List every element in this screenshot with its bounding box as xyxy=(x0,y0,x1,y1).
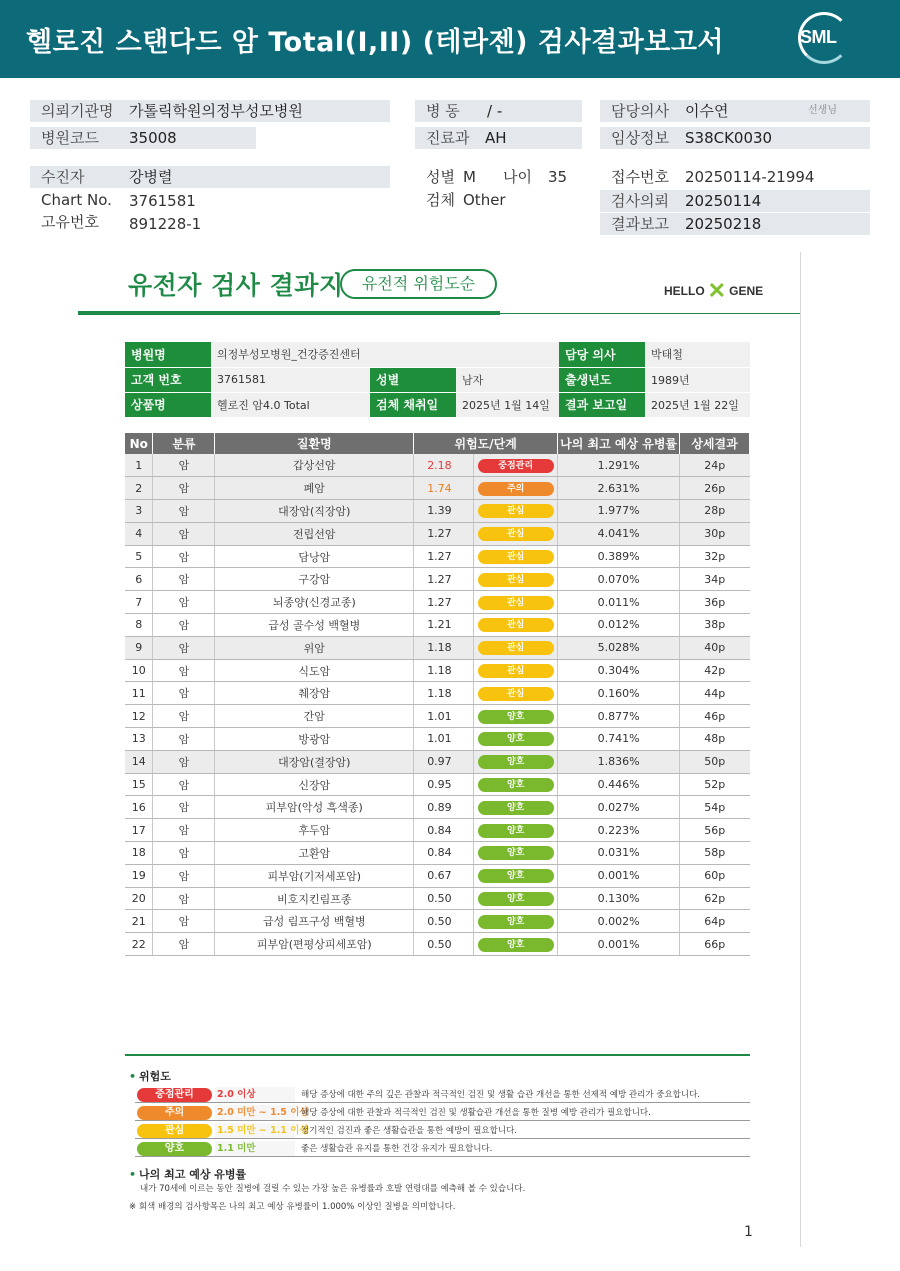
row-risk-score: 1.39 xyxy=(414,500,474,523)
info-key: 담당 의사 xyxy=(559,342,645,367)
doctor-suffix: 선생님 xyxy=(808,105,837,116)
row-risk-level xyxy=(474,705,558,728)
legend-description: 정기적인 검진과 좋은 생활습관을 통한 예방이 필요합니다. xyxy=(301,1126,517,1136)
row-prevalence: 0.304% xyxy=(558,659,680,682)
row-disease: 갑상선암 xyxy=(215,454,414,477)
row-risk-level xyxy=(474,773,558,796)
row-no: 13 xyxy=(125,728,153,751)
row-prevalence: 0.877% xyxy=(558,705,680,728)
risk-level-badge: 양호 xyxy=(478,778,554,792)
page-number: 1 xyxy=(744,1224,753,1240)
unique-id-value: 891228-1 xyxy=(129,215,202,233)
legend-level-pill: 주의 xyxy=(137,1106,212,1120)
row-no: 20 xyxy=(125,887,153,910)
ward-field xyxy=(415,100,582,122)
legend-range: 1.1 미만 xyxy=(215,1141,295,1156)
ward-value: / - xyxy=(487,102,503,120)
row-detail-page: 32p xyxy=(680,545,750,568)
col-header-prevalence: 나의 최고 예상 유병률 xyxy=(558,433,680,454)
row-no: 18 xyxy=(125,842,153,865)
row-category: 암 xyxy=(153,477,215,500)
legend-range: 2.0 미만 ~ 1.5 이상 xyxy=(217,1107,309,1118)
row-no: 9 xyxy=(125,636,153,659)
col-header-category: 분류 xyxy=(153,433,215,454)
age-value: 35 xyxy=(548,168,568,186)
row-prevalence: 0.223% xyxy=(558,819,680,842)
row-prevalence: 1.977% xyxy=(558,500,680,523)
row-detail-page: 46p xyxy=(680,705,750,728)
row-category: 암 xyxy=(153,682,215,705)
row-disease: 방광암 xyxy=(215,728,414,751)
row-risk-level xyxy=(474,682,558,705)
receipt-label: 접수번호 xyxy=(611,168,669,186)
table-row xyxy=(125,477,750,500)
row-no: 2 xyxy=(125,477,153,500)
prevalence-title: • 나의 최고 예상 유병률 xyxy=(129,1168,247,1181)
row-risk-level xyxy=(474,568,558,591)
row-category: 암 xyxy=(153,636,215,659)
row-category: 암 xyxy=(153,522,215,545)
row-detail-page: 60p xyxy=(680,864,750,887)
info-key: 성별 xyxy=(370,367,456,392)
row-prevalence: 0.001% xyxy=(558,933,680,956)
risk-level-badge: 관심 xyxy=(478,596,554,610)
request-value: 20250114 xyxy=(685,192,762,210)
row-risk-level xyxy=(474,728,558,751)
row-risk-score: 1.18 xyxy=(414,682,474,705)
row-risk-level xyxy=(474,933,558,956)
table-row xyxy=(125,545,750,568)
row-risk-level xyxy=(474,819,558,842)
risk-results-table xyxy=(125,433,750,956)
row-disease: 대장암(직장암) xyxy=(215,500,414,523)
row-detail-page: 36p xyxy=(680,591,750,614)
table-row xyxy=(125,864,750,887)
row-no: 1 xyxy=(125,454,153,477)
specimen-label: 검체 xyxy=(426,191,455,209)
table-row xyxy=(125,887,750,910)
row-category: 암 xyxy=(153,545,215,568)
row-detail-page: 44p xyxy=(680,682,750,705)
risk-level-badge: 중점관리 xyxy=(478,459,554,473)
page-divider xyxy=(800,252,801,1247)
col-header-detail: 상세결과 xyxy=(680,433,750,454)
row-disease: 위암 xyxy=(215,636,414,659)
clinical-info-label: 임상정보 xyxy=(611,129,669,147)
unique-id-label: 고유번호 xyxy=(41,213,99,231)
row-detail-page: 58p xyxy=(680,842,750,865)
row-no: 7 xyxy=(125,591,153,614)
row-disease: 대장암(결장암) xyxy=(215,750,414,773)
row-risk-level xyxy=(474,454,558,477)
row-prevalence: 0.741% xyxy=(558,728,680,751)
result-report-value: 20250218 xyxy=(685,215,762,233)
risk-level-badge: 주의 xyxy=(478,482,554,496)
row-disease: 급성 골수성 백혈병 xyxy=(215,614,414,637)
info-key: 검체 채취일 xyxy=(370,392,456,417)
col-header-risk: 위험도/단계 xyxy=(414,433,558,454)
row-risk-score: 0.97 xyxy=(414,750,474,773)
row-risk-score: 1.27 xyxy=(414,568,474,591)
row-disease: 고환암 xyxy=(215,842,414,865)
row-no: 21 xyxy=(125,910,153,933)
row-no: 15 xyxy=(125,773,153,796)
hospital-code-field xyxy=(30,127,256,149)
chart-no-label: Chart No. xyxy=(41,191,112,209)
info-key: 출생년도 xyxy=(559,367,645,392)
row-detail-page: 50p xyxy=(680,750,750,773)
info-value: 헬로진 암4.0 Total xyxy=(211,392,370,417)
row-risk-level xyxy=(474,545,558,568)
sex-label: 성별 xyxy=(426,168,455,186)
row-category: 암 xyxy=(153,819,215,842)
sml-logo-text: SML xyxy=(800,27,837,47)
row-category: 암 xyxy=(153,933,215,956)
receipt-value: 20250114-21994 xyxy=(685,168,815,186)
legend-description: 해당 증상에 대한 주의 깊은 관찰과 적극적인 검진 및 생활 습관 개선을 통한 선제적 예방 관리가 중요합니다. xyxy=(301,1090,701,1100)
risk-level-badge: 관심 xyxy=(478,664,554,678)
row-category: 암 xyxy=(153,568,215,591)
row-no: 11 xyxy=(125,682,153,705)
age-label: 나이 xyxy=(503,168,532,186)
doctor-label: 담당의사 xyxy=(611,102,669,120)
result-report-field xyxy=(600,213,870,235)
row-risk-level xyxy=(474,910,558,933)
row-category: 암 xyxy=(153,659,215,682)
patient-value: 강병렬 xyxy=(129,168,173,186)
info-value: 3761581 xyxy=(211,367,370,392)
row-risk-score: 0.84 xyxy=(414,842,474,865)
col-header-disease: 질환명 xyxy=(215,433,414,454)
hellogene-logo xyxy=(664,275,763,301)
row-risk-level xyxy=(474,477,558,500)
table-row xyxy=(125,682,750,705)
row-disease: 구강암 xyxy=(215,568,414,591)
row-risk-level xyxy=(474,614,558,637)
row-risk-score: 0.84 xyxy=(414,819,474,842)
title-rule-accent xyxy=(78,311,500,315)
info-value: 2025년 1월 22일 xyxy=(645,392,750,417)
specimen-value: Other xyxy=(463,191,506,209)
info-key: 병원명 xyxy=(125,342,211,367)
row-prevalence: 1.836% xyxy=(558,750,680,773)
row-risk-level xyxy=(474,750,558,773)
row-risk-level xyxy=(474,591,558,614)
row-detail-page: 52p xyxy=(680,773,750,796)
info-key: 고객 번호 xyxy=(125,367,211,392)
row-disease: 폐암 xyxy=(215,477,414,500)
clinical-info-field xyxy=(600,127,870,149)
gene-x-icon: ✕ xyxy=(707,278,727,303)
table-row xyxy=(125,750,750,773)
row-risk-score: 1.01 xyxy=(414,705,474,728)
row-prevalence: 2.631% xyxy=(558,477,680,500)
row-category: 암 xyxy=(153,842,215,865)
row-risk-level xyxy=(474,887,558,910)
doctor-value: 이수연 xyxy=(685,102,729,120)
row-detail-page: 54p xyxy=(680,796,750,819)
row-disease: 뇌종양(신경교종) xyxy=(215,591,414,614)
institution-label: 의뢰기관명 xyxy=(41,102,114,120)
row-prevalence: 0.160% xyxy=(558,682,680,705)
row-category: 암 xyxy=(153,887,215,910)
row-prevalence: 0.011% xyxy=(558,591,680,614)
row-category: 암 xyxy=(153,614,215,637)
legend-range: 2.0 이상 xyxy=(215,1087,295,1102)
row-no: 10 xyxy=(125,659,153,682)
request-field xyxy=(600,190,870,212)
risk-level-badge: 양호 xyxy=(478,869,554,883)
row-category: 암 xyxy=(153,864,215,887)
row-detail-page: 40p xyxy=(680,636,750,659)
department-field xyxy=(415,127,582,149)
row-category: 암 xyxy=(153,705,215,728)
chart-no-value: 3761581 xyxy=(129,192,196,210)
table-row xyxy=(125,522,750,545)
sheet-title: 유전자 검사 결과지 xyxy=(128,271,344,300)
row-prevalence: 0.031% xyxy=(558,842,680,865)
row-category: 암 xyxy=(153,910,215,933)
row-detail-page: 28p xyxy=(680,500,750,523)
row-no: 12 xyxy=(125,705,153,728)
table-row xyxy=(125,796,750,819)
risk-level-badge: 양호 xyxy=(478,846,554,860)
row-detail-page: 34p xyxy=(680,568,750,591)
risk-level-badge: 관심 xyxy=(478,687,554,701)
row-disease: 신장암 xyxy=(215,773,414,796)
risk-level-badge: 양호 xyxy=(478,755,554,769)
table-row xyxy=(125,591,750,614)
row-category: 암 xyxy=(153,796,215,819)
legend-title: • 위험도 xyxy=(129,1070,171,1083)
row-risk-score: 0.50 xyxy=(414,910,474,933)
row-risk-score: 1.21 xyxy=(414,614,474,637)
row-risk-score: 0.95 xyxy=(414,773,474,796)
prevalence-title-text: 나의 최고 예상 유병률 xyxy=(139,1168,247,1181)
table-row xyxy=(125,636,750,659)
row-no: 14 xyxy=(125,750,153,773)
row-prevalence: 0.446% xyxy=(558,773,680,796)
row-category: 암 xyxy=(153,728,215,751)
row-risk-score: 0.89 xyxy=(414,796,474,819)
table-row xyxy=(125,659,750,682)
risk-level-badge: 관심 xyxy=(478,618,554,632)
legend-row xyxy=(135,1087,750,1103)
risk-level-badge: 관심 xyxy=(478,527,554,541)
hospital-code-value: 35008 xyxy=(129,129,177,147)
table-row xyxy=(125,933,750,956)
legend-range: 1.5 미만 ~ 1.1 이상 xyxy=(217,1125,309,1136)
sml-logo xyxy=(798,12,854,68)
risk-level-badge: 양호 xyxy=(478,801,554,815)
report-title: 헬로진 스탠다드 암 Total(I,II) (테라젠) 검사결과보고서 xyxy=(26,27,724,58)
info-value: 남자 xyxy=(456,367,559,392)
row-no: 22 xyxy=(125,933,153,956)
legend-rule xyxy=(125,1054,750,1056)
row-risk-score: 1.27 xyxy=(414,522,474,545)
row-risk-level xyxy=(474,636,558,659)
risk-level-badge: 관심 xyxy=(478,641,554,655)
row-prevalence: 0.002% xyxy=(558,910,680,933)
department-label: 진료과 xyxy=(426,129,470,147)
legend-level-pill: 양호 xyxy=(137,1142,212,1156)
hellogene-logo-right: GENE xyxy=(729,284,764,298)
row-detail-page: 56p xyxy=(680,819,750,842)
row-risk-score: 0.50 xyxy=(414,933,474,956)
risk-level-badge: 관심 xyxy=(478,573,554,587)
institution-field xyxy=(30,100,390,122)
row-prevalence: 0.389% xyxy=(558,545,680,568)
row-detail-page: 62p xyxy=(680,887,750,910)
info-value: 2025년 1월 14일 xyxy=(456,392,559,417)
row-risk-score: 1.18 xyxy=(414,636,474,659)
table-row xyxy=(125,705,750,728)
legend-row xyxy=(135,1105,750,1121)
legend-description: 해당 증상에 대한 관찰과 적극적인 검진 및 생활습관 개선을 통한 질병 예방 관리가 필요합니다. xyxy=(301,1108,651,1118)
department-value: AH xyxy=(485,129,507,147)
info-key: 상품명 xyxy=(125,392,211,417)
row-no: 17 xyxy=(125,819,153,842)
request-label: 검사의뢰 xyxy=(611,192,669,210)
row-risk-level xyxy=(474,500,558,523)
row-category: 암 xyxy=(153,454,215,477)
row-no: 4 xyxy=(125,522,153,545)
row-risk-score: 1.27 xyxy=(414,591,474,614)
institution-value: 가톨릭학원의정부성모병원 xyxy=(129,102,303,120)
row-risk-level xyxy=(474,842,558,865)
col-header-no: No xyxy=(125,433,153,454)
row-disease: 간암 xyxy=(215,705,414,728)
row-no: 3 xyxy=(125,500,153,523)
row-detail-page: 48p xyxy=(680,728,750,751)
row-risk-level xyxy=(474,796,558,819)
row-risk-score: 1.01 xyxy=(414,728,474,751)
legend-description: 좋은 생활습관 유지를 통한 건강 유지가 필요합니다. xyxy=(301,1144,493,1154)
row-detail-page: 64p xyxy=(680,910,750,933)
risk-level-badge: 양호 xyxy=(478,732,554,746)
row-category: 암 xyxy=(153,773,215,796)
row-disease: 전립선암 xyxy=(215,522,414,545)
row-risk-level xyxy=(474,522,558,545)
risk-level-badge: 양호 xyxy=(478,710,554,724)
row-prevalence: 0.012% xyxy=(558,614,680,637)
table-row xyxy=(125,454,750,477)
risk-level-badge: 양호 xyxy=(478,938,554,952)
client-info-table xyxy=(125,342,750,418)
ward-label: 병 동 xyxy=(426,102,460,120)
row-no: 19 xyxy=(125,864,153,887)
table-row xyxy=(125,773,750,796)
table-row xyxy=(125,819,750,842)
table-row xyxy=(125,910,750,933)
prevalence-description: 내가 70세에 이르는 동안 질병에 걸릴 수 있는 가장 높은 유병률과 호발 연령대를 예측해 볼 수 있습니다. xyxy=(140,1184,526,1194)
row-risk-level xyxy=(474,659,558,682)
info-value: 박태철 xyxy=(645,342,750,367)
risk-level-badge: 관심 xyxy=(478,550,554,564)
row-disease: 피부암(악성 흑색종) xyxy=(215,796,414,819)
row-prevalence: 1.291% xyxy=(558,454,680,477)
table-row xyxy=(125,568,750,591)
row-risk-score: 2.18 xyxy=(414,454,474,477)
footnote: ※ 회색 배경의 검사항목은 나의 최고 예상 유병률이 1.000% 이상인 질병을 의미합니다. xyxy=(129,1202,456,1212)
row-no: 5 xyxy=(125,545,153,568)
sex-value: M xyxy=(463,168,476,186)
table-row xyxy=(125,500,750,523)
info-value: 의정부성모병원_건강증진센터 xyxy=(211,342,559,367)
info-value: 1989년 xyxy=(645,367,750,392)
info-key: 결과 보고일 xyxy=(559,392,645,417)
row-detail-page: 66p xyxy=(680,933,750,956)
row-disease: 급성 림프구성 백혈병 xyxy=(215,910,414,933)
row-risk-score: 0.50 xyxy=(414,887,474,910)
row-detail-page: 42p xyxy=(680,659,750,682)
table-row xyxy=(125,614,750,637)
row-risk-score: 0.67 xyxy=(414,864,474,887)
row-prevalence: 0.070% xyxy=(558,568,680,591)
row-detail-page: 26p xyxy=(680,477,750,500)
row-disease: 후두암 xyxy=(215,819,414,842)
hospital-code-label: 병원코드 xyxy=(41,129,99,147)
report-header-bar xyxy=(0,0,900,78)
row-disease: 췌장암 xyxy=(215,682,414,705)
hellogene-logo-left: HELLO xyxy=(664,284,705,298)
row-no: 8 xyxy=(125,614,153,637)
row-prevalence: 0.027% xyxy=(558,796,680,819)
row-detail-page: 30p xyxy=(680,522,750,545)
patient-label: 수진자 xyxy=(41,168,85,186)
legend-row xyxy=(135,1123,750,1139)
risk-level-badge: 양호 xyxy=(478,892,554,906)
row-disease: 식도암 xyxy=(215,659,414,682)
row-prevalence: 4.041% xyxy=(558,522,680,545)
clinical-info-value: S38CK0030 xyxy=(685,129,773,147)
row-prevalence: 0.001% xyxy=(558,864,680,887)
row-prevalence: 0.130% xyxy=(558,887,680,910)
legend-level-pill: 관심 xyxy=(137,1124,212,1138)
patient-field xyxy=(30,166,390,188)
row-disease: 비호지킨림프종 xyxy=(215,887,414,910)
row-detail-page: 24p xyxy=(680,454,750,477)
risk-level-badge: 양호 xyxy=(478,915,554,929)
row-no: 16 xyxy=(125,796,153,819)
legend-row xyxy=(135,1141,750,1157)
row-prevalence: 5.028% xyxy=(558,636,680,659)
doctor-field xyxy=(600,100,870,122)
row-detail-page: 38p xyxy=(680,614,750,637)
row-disease: 담낭암 xyxy=(215,545,414,568)
sort-order-pill: 유전적 위험도순 xyxy=(340,269,497,299)
legend-level-pill: 중점관리 xyxy=(137,1088,212,1102)
row-risk-level xyxy=(474,864,558,887)
risk-level-badge: 양호 xyxy=(478,824,554,838)
row-risk-score: 1.18 xyxy=(414,659,474,682)
row-risk-score: 1.74 xyxy=(414,477,474,500)
table-row xyxy=(125,728,750,751)
row-category: 암 xyxy=(153,591,215,614)
row-category: 암 xyxy=(153,500,215,523)
row-category: 암 xyxy=(153,750,215,773)
legend-title-text: 위험도 xyxy=(139,1070,171,1083)
risk-level-badge: 관심 xyxy=(478,504,554,518)
row-disease: 피부암(기저세포암) xyxy=(215,864,414,887)
row-no: 6 xyxy=(125,568,153,591)
table-row xyxy=(125,842,750,865)
result-report-label: 결과보고 xyxy=(611,215,669,233)
row-risk-score: 1.27 xyxy=(414,545,474,568)
row-disease: 피부암(편평상피세포암) xyxy=(215,933,414,956)
